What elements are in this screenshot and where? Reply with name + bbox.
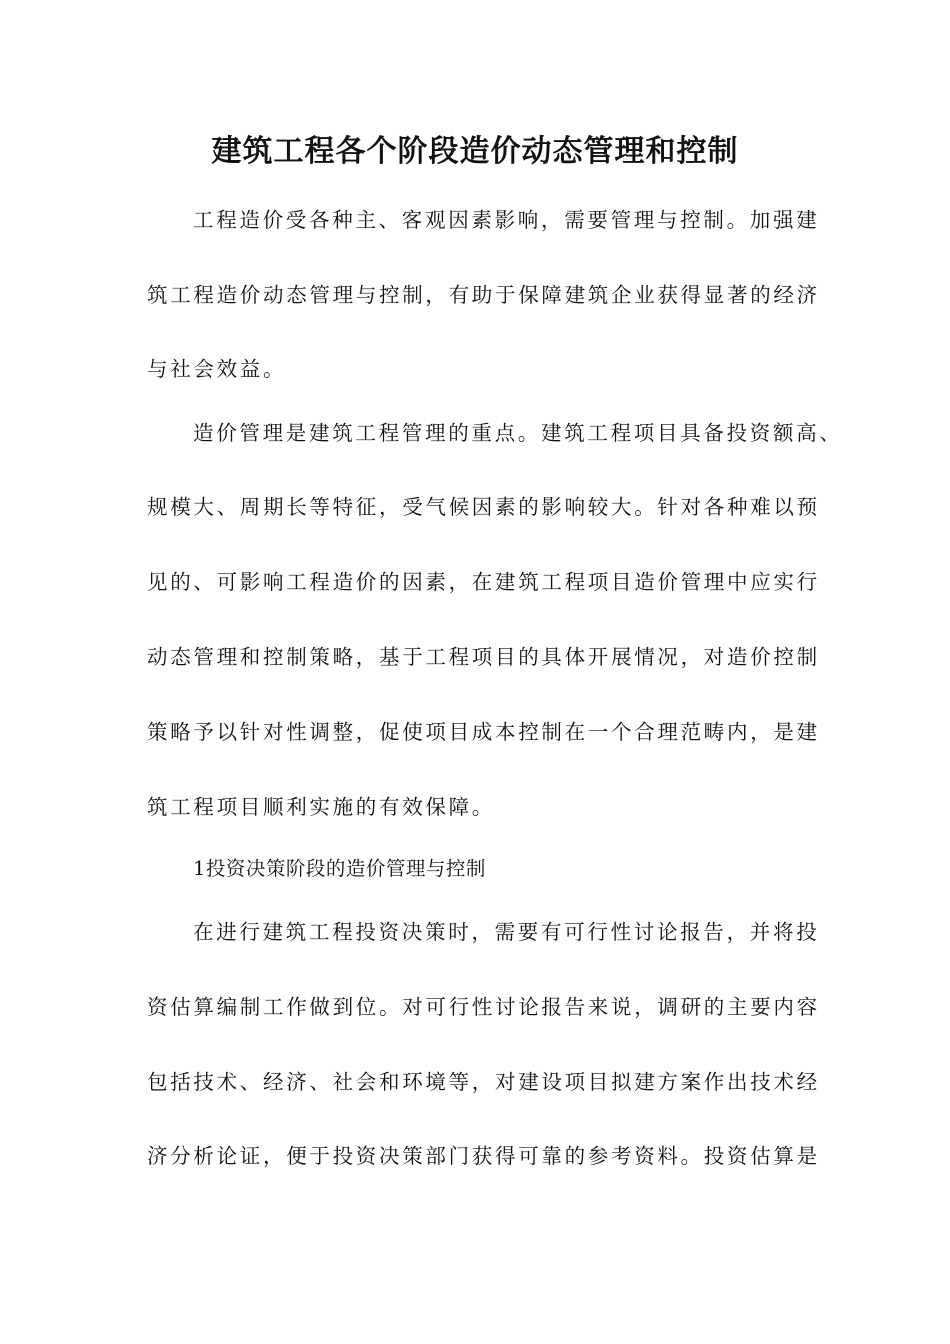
paragraph-line: 在进行建筑工程投资决策时，需要有可行性讨论报告，并将投 <box>193 920 820 944</box>
paragraph-line: 包括技术、经济、社会和环境等，对建设项目拟建方案作出技术经 <box>147 1070 820 1094</box>
paragraph-line: 见的、可影响工程造价的因素，在建筑工程项目造价管理中应实行 <box>147 570 820 594</box>
paragraph-line: 资估算编制工作做到位。对可行性讨论报告来说，调研的主要内容 <box>147 995 820 1019</box>
paragraph-line: 筑工程造价动态管理与控制，有助于保障建筑企业获得显著的经济 <box>147 283 820 307</box>
document-title: 建筑工程各个阶段造价动态管理和控制 <box>211 134 739 169</box>
paragraph-line: 规模大、周期长等特征，受气候因素的影响较大。针对各种难以预 <box>147 495 820 519</box>
paragraph-line: 济分析论证，便于投资决策部门获得可靠的参考资料。投资估算是 <box>147 1144 820 1168</box>
paragraph-line: 策略予以针对性调整，促使项目成本控制在一个合理范畴内，是建 <box>147 720 820 744</box>
paragraph-line: 动态管理和控制策略，基于工程项目的具体开展情况，对造价控制 <box>147 645 820 669</box>
section-heading: 1投资决策阶段的造价管理与控制 <box>193 857 486 880</box>
paragraph-line: 与社会效益。 <box>147 357 287 381</box>
paragraph-line: 造价管理是建筑工程管理的重点。建筑工程项目具备投资额高、 <box>193 421 843 445</box>
paragraph-line: 工程造价受各种主、客观因素影响，需要管理与控制。加强建 <box>193 208 820 232</box>
paragraph-line: 筑工程项目顺利实施的有效保障。 <box>147 795 495 819</box>
